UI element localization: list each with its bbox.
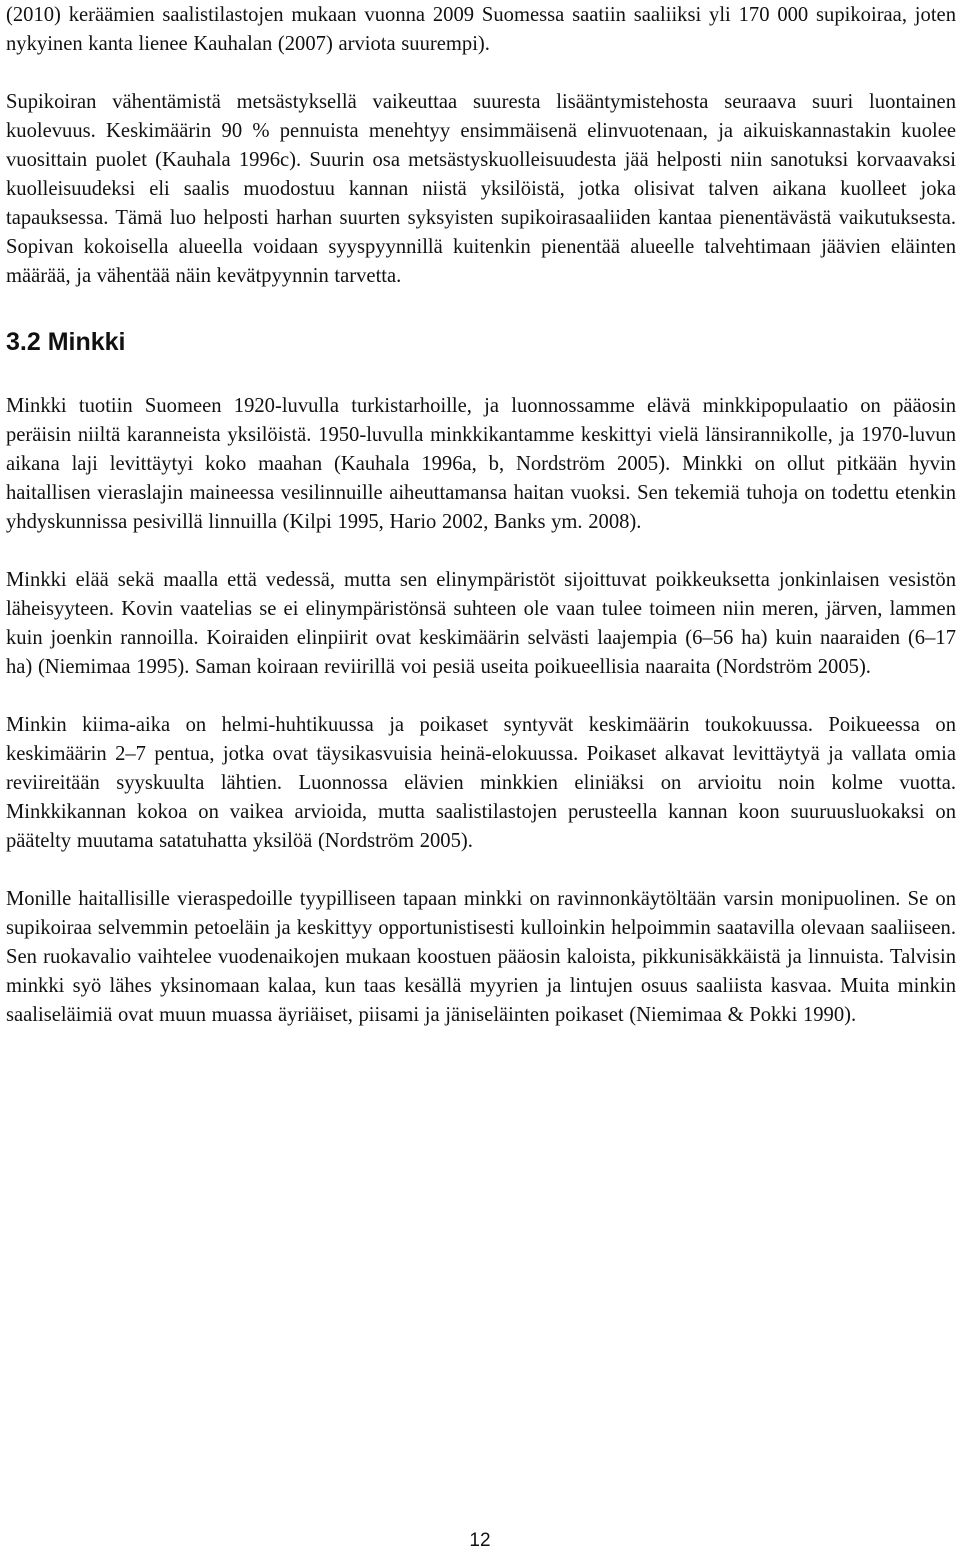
document-page [6,0,956,1059]
paragraph-minkki-reproduction: Minkin kiima-aika on helmi-huhtikuussa ja poikaset syntyvät keskimäärin toukokuussa. Poikueessa on keskimäärin 2–7 pentua, jotka ovat täysikasvuisia heinä-elokuussa. Poikaset alkavat levittäytyä ja vallata omia reviireitään syyskuulta lähtien. Luonnossa elävien minkkien eliniäksi on arvioitu noin kolme vuotta. Minkkikannan kokoa on vaikea arvioida, mutta saalistilastojen perusteella kannan koon suuruusluokaksi on päätelty muutama satatuhatta yksilöä (Nordström 2005). [6,714,956,852]
paragraph-supikoira-mortality: Supikoiran vähentämistä metsästyksellä vaikeuttaa suuresta lisääntymistehosta seuraava suuri luontainen kuolevuus. Keskimäärin 90 % pennuista menehtyy ensimmäisenä elinvuotenaan, ja aikuiskannastakin kuolee vuosittain puolet (Kauhala 1996c). Suurin osa metsästyskuolleisuudesta jää helposti niin sanotuksi korvaavaksi kuolleisuudeksi eli saalis muodostuu kannan niistä yksilöistä, jotka olisivat talven aikana kuolleet joka tapauksessa. Tämä luo helposti harhan suurten syksyisten supikoirasaaliiden kantaa pienentävästä vaikutuksesta. Sopivan kokoisella alueella voidaan syyspyynnillä kuitenkin pienentää alueelle talvehtimaan jäävien eläinten määrää, ja vähentää näin kevätpyynnin tarvetta. [6,91,956,287]
paragraph-carryover: (2010) keräämien saalistilastojen mukaan vuonna 2009 Suomessa saatiin saaliiksi yli 170 000 supikoiraa, joten nykyinen kanta lienee Kauhalan (2007) arviota suurempi). [6,4,956,55]
page-number: 12 [469,1530,491,1551]
paragraph-minkki-history: Minkki tuotiin Suomeen 1920-luvulla turkistarhoille, ja luonnossamme elävä minkkipopulaatio on pääosin peräisin niiltä karanneista yksilöistä. 1950-luvulla minkkikantamme keskittyi vielä länsirannikolle, ja 1970-luvun aikana laji levittäytyi koko maahan (Kauhala 1996a, b, Nordström 2005). Minkki on ollut pitkään hyvin haitallisen vieraslajin maineessa vesilinnuille aiheuttamansa haitan vuoksi. Sen tekemiä tuhoja on todettu etenkin yhdyskunnissa pesivillä linnuilla (Kilpi 1995, Hario 2002, Banks ym. 2008). [6,395,956,533]
paragraph-minkki-diet: Monille haitallisille vieraspedoille tyypilliseen tapaan minkki on ravinnonkäytöltään varsin monipuolinen. Se on supikoiraa selvemmin petoeläin ja keskittyy opportunistisesti kulloinkin helpoimmin saatavilla olevaan saaliiseen. Sen ruokavalio vaihtelee vuodenaikojen mukaan koostuen pääosin kaloista, pikkunisäkkäistä ja linnuista. Talvisin minkki syö lähes yksinomaan kalaa, kun taas kesällä myyrien ja lintujen osuus saaliista kasvaa. Muita minkin saaliseläimiä ovat muun muassa äyriäiset, piisami ja jäniseläinten poikaset (Niemimaa & Pokki 1990). [6,888,956,1026]
section-heading: 3.2 Minkki [6,328,126,356]
paragraph-minkki-habitat: Minkki elää sekä maalla että vedessä, mutta sen elinympäristöt sijoittuvat poikkeuksetta jonkinlaisen vesistön läheisyyteen. Kovin vaatelias se ei elinympäristönsä suhteen ole vaan tulee toimeen niin meren, järven, lammen kuin joenkin rannoilla. Koiraiden elinpiirit ovat keskimäärin selvästi laajempia (6–56 ha) kuin naaraiden (6–17 ha) (Niemimaa 1995). Saman koiraan reviirillä voi pesiä useita poikueellisia naaraita (Nordström 2005). [6,569,956,678]
